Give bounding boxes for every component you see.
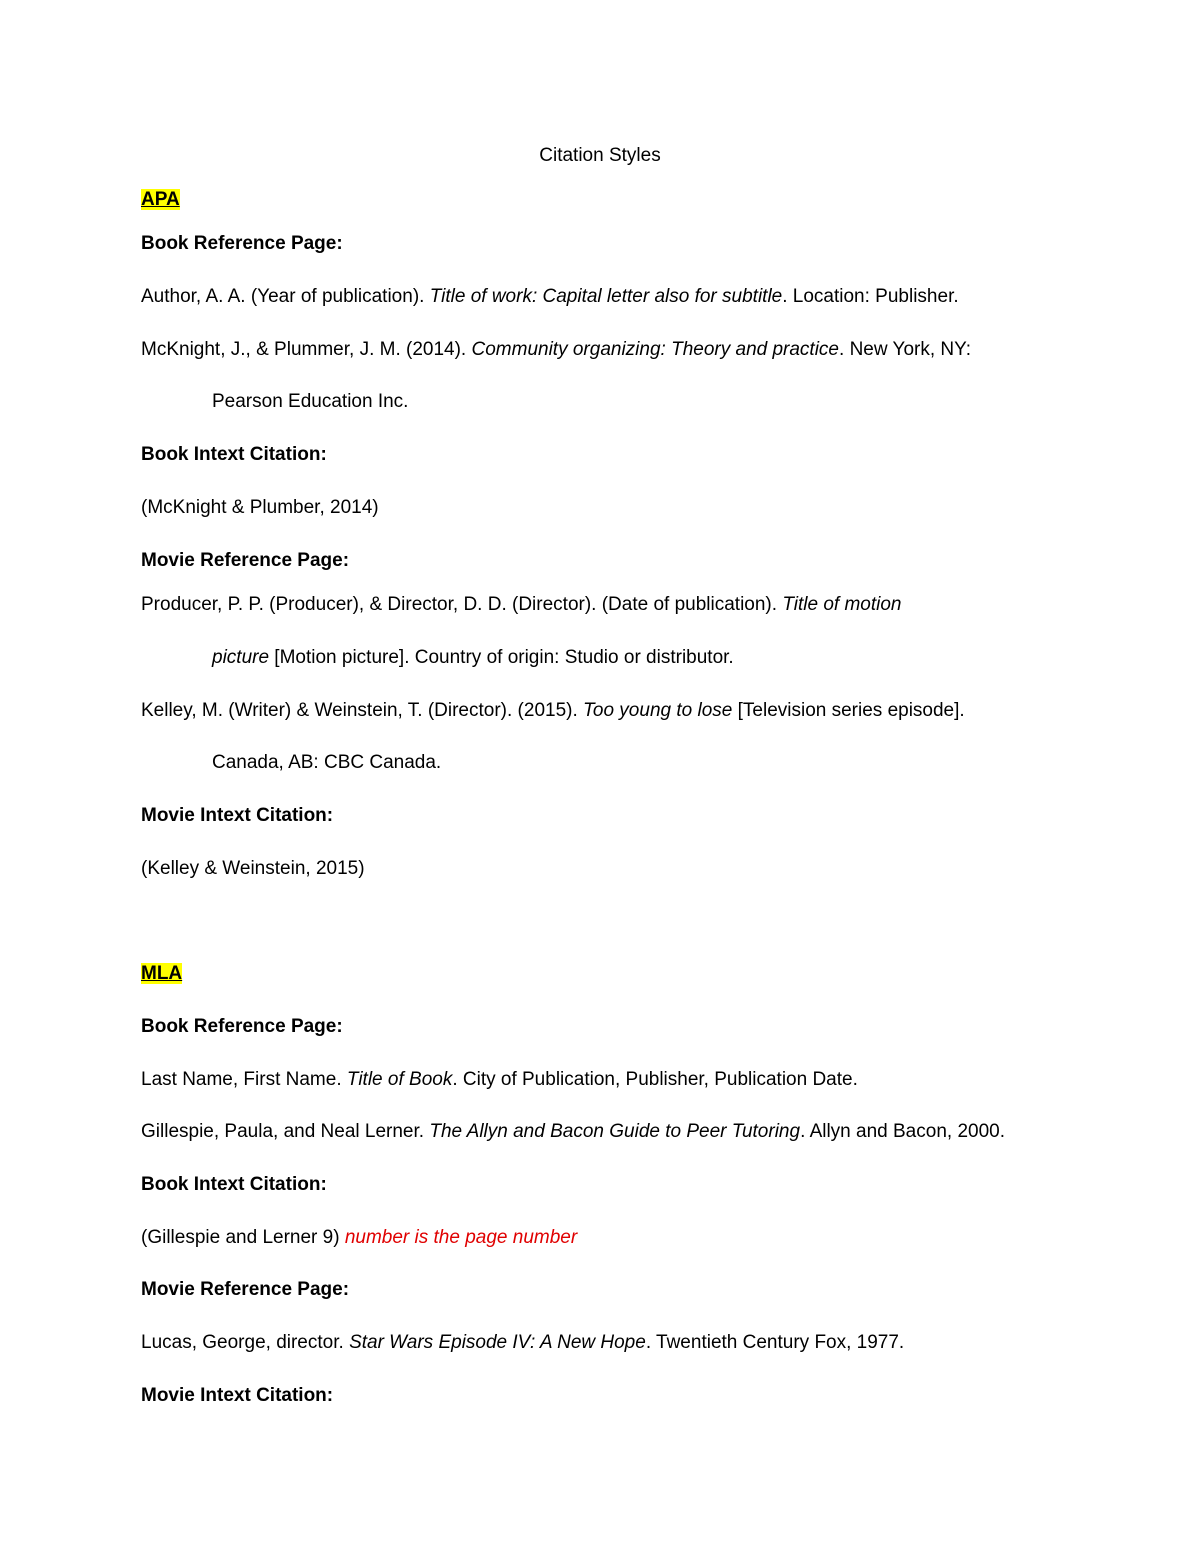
citation-title: Title of Book (346, 1069, 453, 1090)
apa-book-reference-example-continued: Pearson Education Inc. (212, 391, 409, 412)
apa-movie-reference-template (141, 593, 902, 617)
citation-title: Star Wars Episode IV: A New Hope (349, 1332, 646, 1353)
mla-book-reference-template (141, 1068, 858, 1092)
mla-section-label: MLA (141, 963, 183, 984)
page-number-note: number is the page number (344, 1227, 578, 1248)
citation-text: . Twentieth Century Fox, 1977. (645, 1332, 905, 1353)
citation-title: Title of motion (782, 594, 902, 615)
apa-movie-reference-heading: Movie Reference Page: (141, 550, 350, 571)
mla-book-reference-example (141, 1120, 1005, 1144)
apa-movie-intext-heading: Movie Intext Citation: (141, 805, 334, 826)
citation-text: Author, A. A. (Year of publication). (141, 286, 430, 307)
citation-text: . City of Publication, Publisher, Publication Date. (452, 1069, 858, 1090)
document-title: Citation Styles (539, 145, 661, 166)
apa-section-label: APA (141, 189, 180, 210)
apa-book-reference-example (141, 338, 971, 362)
apa-book-intext-example: (McKnight & Plumber, 2014) (141, 497, 379, 518)
mla-movie-reference-heading: Movie Reference Page: (141, 1279, 350, 1300)
citation-text: . Location: Publisher. (782, 286, 959, 307)
citation-title: The Allyn and Bacon Guide to Peer Tutoring (429, 1121, 801, 1142)
citation-text: [Television series episode]. (732, 700, 965, 721)
citation-text: Last Name, First Name. (141, 1069, 347, 1090)
mla-movie-reference-example (141, 1331, 904, 1355)
apa-movie-reference-example (141, 699, 965, 723)
apa-book-reference-template (141, 285, 959, 309)
citation-text: Producer, P. P. (Producer), & Director, D. D. (Director). (Date of publication). (141, 594, 783, 615)
citation-text: [Motion picture]. Country of origin: Studio or distributor. (269, 647, 734, 668)
mla-section (141, 962, 182, 986)
mla-book-intext-heading: Book Intext Citation: (141, 1174, 327, 1195)
citation-text: Kelley, M. (Writer) & Weinstein, T. (Director). (2015). (141, 700, 584, 721)
apa-movie-reference-example-continued: Canada, AB: CBC Canada. (212, 752, 442, 773)
citation-title: Title of work: Capital letter also for subtitle (429, 286, 783, 307)
citation-text: McKnight, J., & Plummer, J. M. (2014). (141, 339, 472, 360)
apa-book-reference-heading: Book Reference Page: (141, 233, 343, 254)
apa-movie-reference-template-continued (212, 646, 734, 670)
citation-text: . New York, NY: (839, 339, 972, 360)
citation-text: (Gillespie and Lerner 9) (141, 1227, 345, 1248)
citation-text: Lucas, George, director. (141, 1332, 350, 1353)
citation-title: picture (212, 647, 270, 668)
citation-text: . Allyn and Bacon, 2000. (800, 1121, 1005, 1142)
citation-title: Community organizing: Theory and practice (471, 339, 840, 360)
citation-text: Gillespie, Paula, and Neal Lerner. (141, 1121, 430, 1142)
apa-movie-intext-example: (Kelley & Weinstein, 2015) (141, 858, 365, 879)
apa-book-intext-heading: Book Intext Citation: (141, 444, 327, 465)
mla-book-intext-example (141, 1226, 577, 1250)
apa-section (141, 188, 180, 212)
mla-book-reference-heading: Book Reference Page: (141, 1016, 343, 1037)
citation-title: Too young to lose (583, 700, 733, 721)
mla-movie-intext-heading: Movie Intext Citation: (141, 1385, 334, 1406)
